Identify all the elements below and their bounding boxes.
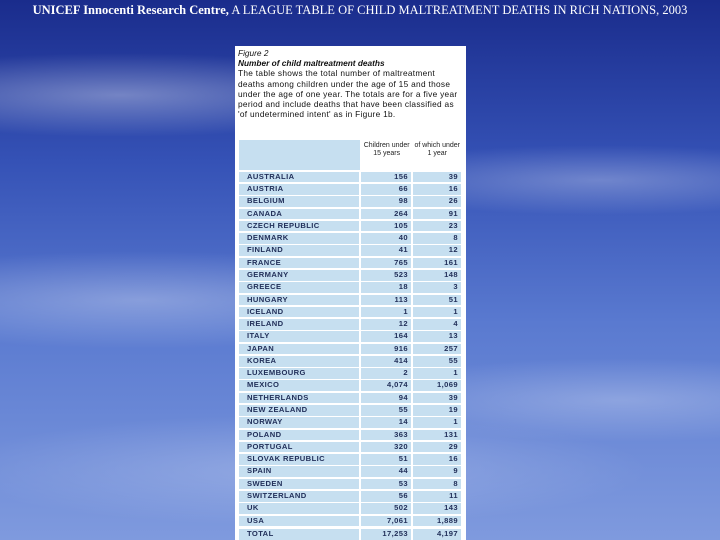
under15-cell: 916 [361, 344, 411, 355]
under15-cell: 98 [361, 196, 411, 207]
under1-cell: 9 [413, 466, 461, 477]
under15-cell: 105 [361, 221, 411, 232]
under15-cell: 2 [361, 368, 411, 379]
table-row [239, 295, 461, 306]
under15-cell: 264 [361, 209, 411, 220]
under15-cell: 113 [361, 295, 411, 306]
under15-cell: 55 [361, 405, 411, 416]
under1-cell: 4,197 [413, 529, 461, 540]
under1-cell: 26 [413, 196, 461, 207]
slide-source: UNICEF Innocenti Research Centre, [32, 3, 229, 17]
table-row [239, 344, 461, 355]
table-row [239, 430, 461, 441]
under15-cell: 156 [361, 172, 411, 183]
table-row [239, 184, 461, 195]
under1-cell: 39 [413, 393, 461, 404]
under15-cell: 53 [361, 479, 411, 490]
country-cell: LUXEMBOURG [239, 368, 359, 379]
table-row [239, 270, 461, 281]
under1-cell: 29 [413, 442, 461, 453]
under1-cell: 257 [413, 344, 461, 355]
under1-cell: 8 [413, 233, 461, 244]
under15-cell: 41 [361, 245, 411, 256]
under15-cell: 51 [361, 454, 411, 465]
table-row [239, 503, 461, 514]
country-cell: GERMANY [239, 270, 359, 281]
under15-cell: 94 [361, 393, 411, 404]
country-cell: FINLAND [239, 245, 359, 256]
country-cell: AUSTRIA [239, 184, 359, 195]
under15-cell: 1 [361, 307, 411, 318]
under1-cell: 148 [413, 270, 461, 281]
under15-cell: 765 [361, 258, 411, 269]
table-row [239, 245, 461, 256]
country-cell: IRELAND [239, 319, 359, 330]
slide-title-text: A LEAGUE TABLE OF CHILD MALTREATMENT DEATHS IN RICH NATIONS, 2003 [231, 3, 688, 17]
under15-cell: 363 [361, 430, 411, 441]
under15-cell: 66 [361, 184, 411, 195]
header-under-1: of which under 1 year [413, 140, 461, 170]
under15-cell: 4,074 [361, 380, 411, 391]
figure-label: Figure 2 [238, 48, 269, 58]
country-cell: NEW ZEALAND [239, 405, 359, 416]
under15-cell: 7,061 [361, 516, 411, 527]
under15-cell: 17,253 [361, 529, 411, 540]
country-cell: FRANCE [239, 258, 359, 269]
table-row [239, 405, 461, 416]
table-row [239, 233, 461, 244]
country-cell: HUNGARY [239, 295, 359, 306]
table-row [239, 282, 461, 293]
under1-cell: 23 [413, 221, 461, 232]
under1-cell: 55 [413, 356, 461, 367]
under1-cell: 39 [413, 172, 461, 183]
table-row [239, 307, 461, 318]
under1-cell: 51 [413, 295, 461, 306]
under1-cell: 16 [413, 454, 461, 465]
table-row [239, 454, 461, 465]
country-cell: CZECH REPUBLIC [239, 221, 359, 232]
header-spacer [239, 140, 360, 170]
country-cell: UK [239, 503, 359, 514]
figure-caption [235, 46, 466, 119]
under1-cell: 143 [413, 503, 461, 514]
table-total-row [239, 529, 461, 540]
under15-cell: 18 [361, 282, 411, 293]
figure-title: Number of child maltreatment deaths [238, 58, 385, 69]
figure-description: The table shows the total number of maltreatment deaths among children under the age of 15 and those under the age of one year. The totals are for a five year period and include deaths that have been classified as 'of undetermined intent' as in Figure 1b. [238, 68, 458, 120]
country-cell: SWEDEN [239, 479, 359, 490]
slide-title [0, 3, 720, 18]
under1-cell: 12 [413, 245, 461, 256]
country-cell: TOTAL [239, 529, 359, 540]
table-row [239, 516, 461, 527]
table-row [239, 479, 461, 490]
under1-cell: 8 [413, 479, 461, 490]
table-row [239, 380, 461, 391]
table-row [239, 393, 461, 404]
country-cell: MEXICO [239, 380, 359, 391]
under15-cell: 523 [361, 270, 411, 281]
table-row [239, 331, 461, 342]
under1-cell: 19 [413, 405, 461, 416]
table-row [239, 368, 461, 379]
table-row [239, 417, 461, 428]
under15-cell: 414 [361, 356, 411, 367]
under15-cell: 502 [361, 503, 411, 514]
table-body [239, 172, 461, 540]
country-cell: NETHERLANDS [239, 393, 359, 404]
country-cell: CANADA [239, 209, 359, 220]
country-cell: JAPAN [239, 344, 359, 355]
country-cell: GREECE [239, 282, 359, 293]
under1-cell: 91 [413, 209, 461, 220]
under1-cell: 131 [413, 430, 461, 441]
country-cell: SWITZERLAND [239, 491, 359, 502]
country-cell: DENMARK [239, 233, 359, 244]
table-row [239, 221, 461, 232]
under1-cell: 161 [413, 258, 461, 269]
under1-cell: 1 [413, 417, 461, 428]
under1-cell: 13 [413, 331, 461, 342]
country-cell: PORTUGAL [239, 442, 359, 453]
table-row [239, 442, 461, 453]
under15-cell: 14 [361, 417, 411, 428]
table-header [239, 140, 461, 170]
header-under-15: Children under 15 years [360, 140, 414, 170]
under1-cell: 11 [413, 491, 461, 502]
under15-cell: 44 [361, 466, 411, 477]
country-cell: SLOVAK REPUBLIC [239, 454, 359, 465]
figure-panel [235, 46, 466, 540]
country-cell: SPAIN [239, 466, 359, 477]
under1-cell: 16 [413, 184, 461, 195]
under1-cell: 1 [413, 368, 461, 379]
under15-cell: 320 [361, 442, 411, 453]
table-row [239, 491, 461, 502]
under15-cell: 56 [361, 491, 411, 502]
under1-cell: 1,069 [413, 380, 461, 391]
under1-cell: 3 [413, 282, 461, 293]
under1-cell: 1 [413, 307, 461, 318]
under15-cell: 12 [361, 319, 411, 330]
country-cell: ICELAND [239, 307, 359, 318]
table-row [239, 209, 461, 220]
maltreatment-table [239, 140, 461, 540]
table-row [239, 258, 461, 269]
under1-cell: 1,889 [413, 516, 461, 527]
table-row [239, 466, 461, 477]
table-row [239, 319, 461, 330]
under15-cell: 164 [361, 331, 411, 342]
country-cell: AUSTRALIA [239, 172, 359, 183]
country-cell: NORWAY [239, 417, 359, 428]
country-cell: KOREA [239, 356, 359, 367]
country-cell: BELGIUM [239, 196, 359, 207]
country-cell: USA [239, 516, 359, 527]
table-row [239, 356, 461, 367]
country-cell: ITALY [239, 331, 359, 342]
country-cell: POLAND [239, 430, 359, 441]
under1-cell: 4 [413, 319, 461, 330]
table-row [239, 172, 461, 183]
table-row [239, 196, 461, 207]
under15-cell: 40 [361, 233, 411, 244]
